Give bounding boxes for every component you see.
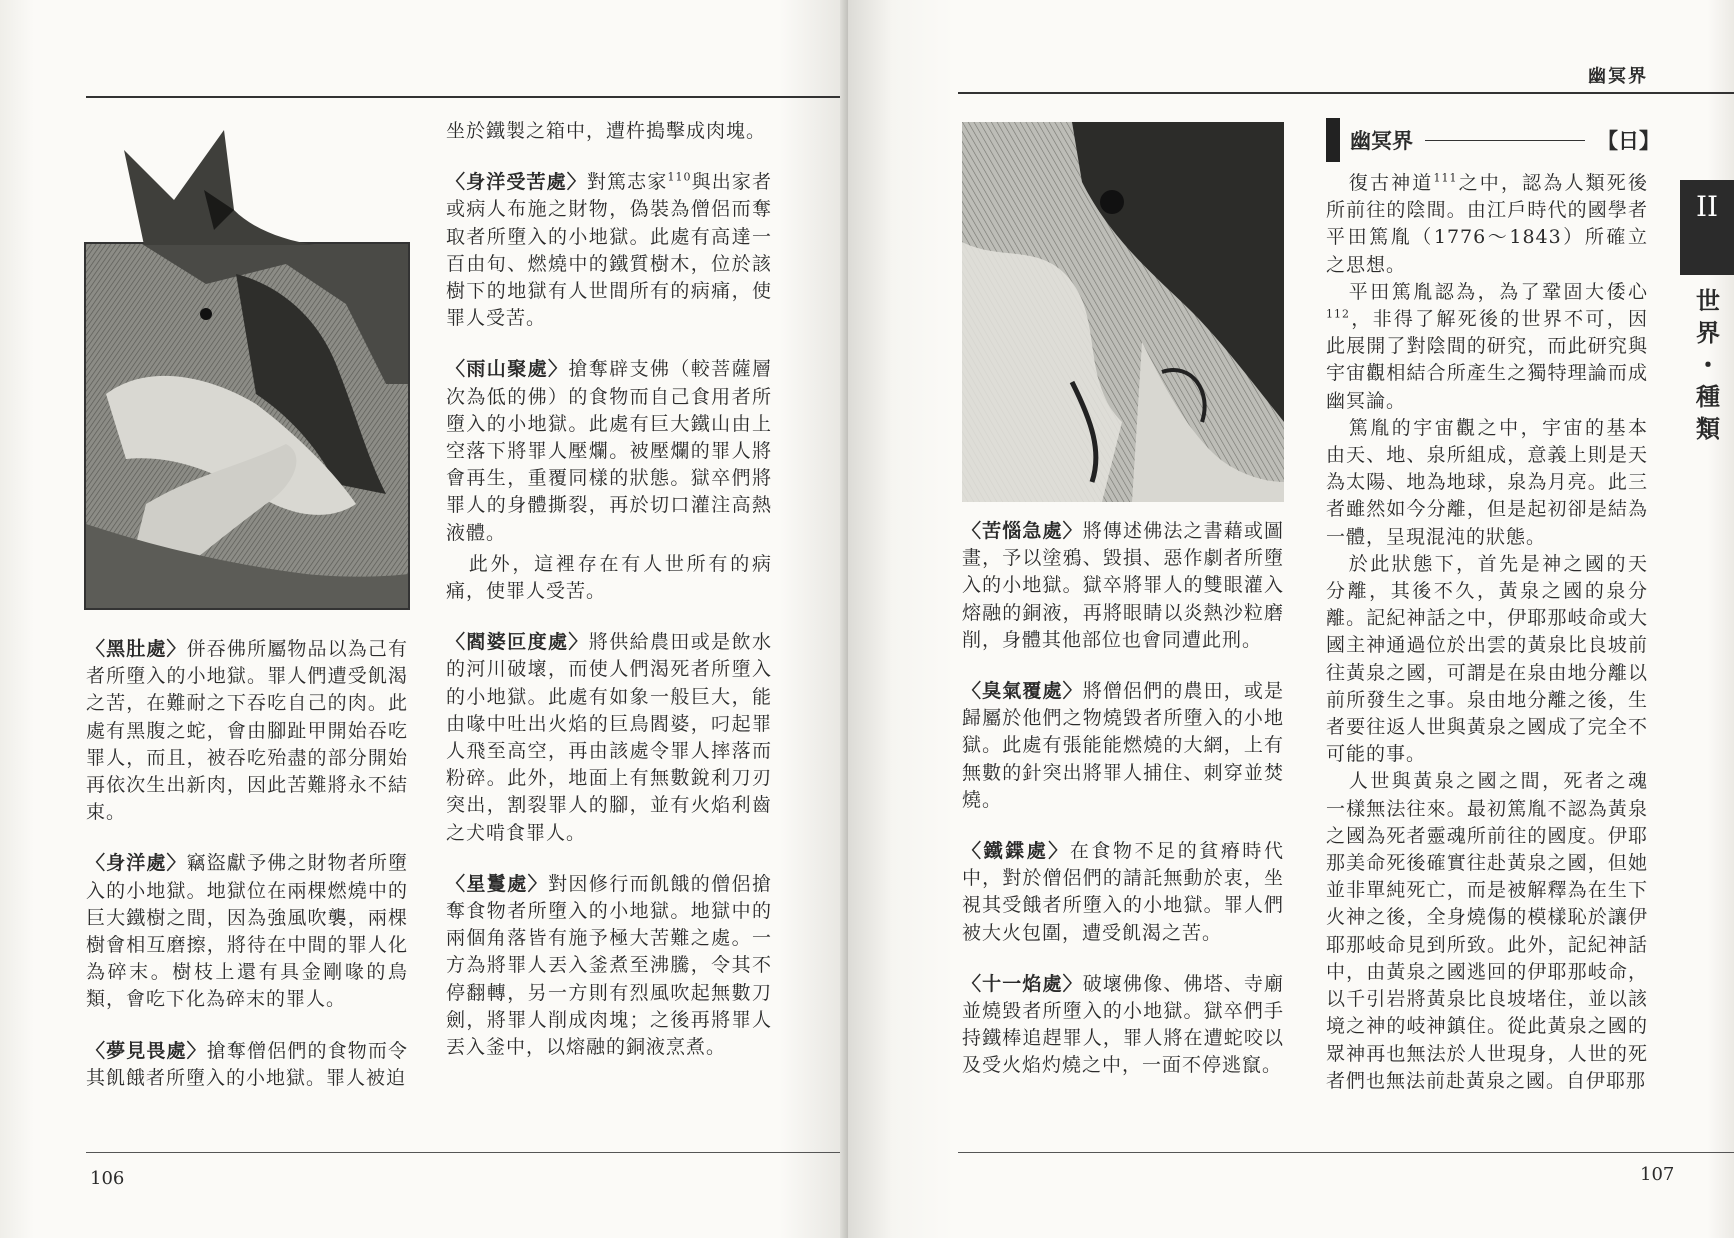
entry-heitu [86, 636, 408, 826]
left-column-2 [446, 118, 772, 1085]
demon-drawing [962, 122, 1284, 502]
entry-text: 將傳述佛法之書藉或圖畫，予以塗鴉、毀損、惡作劇者所墮入的小地獄。獄卒將罪人的雙眼灌入熔融的銅液，再將眼睛以炎熱沙粒磨削，身體其他部位也會同遭此刑。 [962, 520, 1284, 651]
entry-text: 將僧侶們的農田，或是歸屬於他們之物燒毀者所墮入的小地獄。此處有張能能燃燒的大網，上有無數的針突出將罪人捕住、刺穿並焚燒。 [962, 680, 1284, 811]
vertical-char: 世 [1696, 286, 1720, 315]
entry-term: 〈身洋受苦處〉 [446, 171, 587, 194]
entry-xingman [446, 871, 772, 1061]
footnote-ref: 112 [1326, 307, 1350, 321]
top-rule [958, 92, 1734, 94]
top-rule [86, 96, 846, 98]
page-number: 106 [90, 1168, 125, 1189]
entry-term: 〈閻婆叵度處〉 [446, 631, 589, 654]
entry-term: 〈十一焰處〉 [962, 972, 1083, 995]
entry-term: 〈苦惱急處〉 [962, 520, 1083, 542]
paragraph [1326, 170, 1648, 279]
entry-text: 竊盜獻予佛之財物者所墮入的小地獄。地獄位在兩棵燃燒中的巨大鐵樹之間，因為強風吹襲，兩棵樹會相互磨擦，將待在中間的罪人化為碎末。樹枝上還有具金剛喙的鳥類，會吃下化為碎末的罪人。 [86, 852, 408, 1011]
chapter-numeral: II [1695, 190, 1719, 223]
bottom-rule [86, 1152, 846, 1153]
section-tag: 【日】 [1597, 128, 1660, 153]
entry-text: 對因修行而飢餓的僧侶搶奪食物者所墮入的小地獄。地獄中的兩個角落皆有施予極大苦難之處。一方為將罪人丟入釜煮至沸騰，令其不停翻轉，另一方則有烈風吹起無數刀劍，將罪人削成肉塊；之後再將罪人丟入釜中，以熔融的銅液烹煮。 [446, 872, 772, 1059]
entry-text: 對篤志家 [586, 171, 668, 194]
paragraph: 於此狀態下，首先是神之國的天分離，其後不久，黃泉之國的泉分離。記紀神話之中，伊耶那岐命或大國主神通過位於出雲的黃泉比良坡前往黃泉之國，可謂是在泉由地分離以前所發生之事。泉由地分離之後，生者要往返人世與黃泉之國成了完全不可能的事。 [1326, 552, 1648, 766]
footnote-ref: 111 [1433, 171, 1458, 185]
page-number: 107 [1640, 1164, 1675, 1185]
section-marker [1326, 118, 1340, 162]
wolf-illustration [84, 242, 410, 610]
bottom-rule [958, 1152, 1734, 1153]
paragraph-addendum [446, 551, 772, 605]
entry-term: 〈雨山聚處〉 [446, 358, 569, 381]
entry-yanpopodu [446, 629, 772, 847]
section-heading [1326, 118, 1660, 162]
entry-text: 破壞佛像、佛塔、寺廟並燒毀者所墮入的小地獄。獄卒們手持鐵棒追趕罪人，罪人將在遭蛇咬以及受火焰灼燒之中，一面不停逃竄。 [962, 972, 1284, 1077]
chapter-tab [1680, 180, 1734, 275]
vertical-char: 種 [1696, 382, 1720, 411]
right-column-2 [1326, 170, 1648, 1095]
wolf-drawing [86, 244, 408, 608]
wolf-head-overflow [84, 130, 406, 245]
entry-text: 將供給農田或是飲水的河川破壞，而使人們渴死者所墮入的小地獄。此處有如象一般巨大，能由喙中吐出火焰的巨鳥閻婆，叼起罪人飛至高空，再由該處令罪人摔落而粉碎。此外，地面上有無數銳利刀刃突出，割裂罪人的腳，並有火焰利齒之犬啃食罪人。 [446, 631, 772, 844]
entry-kunaoji [962, 518, 1284, 654]
right-page [848, 0, 1734, 1238]
para-text: 之中，認為人類死後所前往的陰間。由江戶時代的國學者平田篤胤（1776～1843）所確立之思想。 [1326, 172, 1648, 276]
entry-shenyangshouku [446, 169, 772, 332]
running-head: 幽冥界 [1588, 66, 1648, 87]
entry-shiyiyan [962, 971, 1284, 1080]
entry-term: 〈夢見畏處〉 [86, 1039, 207, 1062]
entry-text: 在食物不足的貧瘠時代中，對於僧侶們的請託無動於衷，坐視其受餓者所墮入的小地獄。罪人們被大火包圍，遭受飢渴之苦。 [962, 840, 1284, 944]
vertical-char: 類 [1696, 414, 1720, 443]
entry-term: 〈鐵鍱處〉 [962, 840, 1070, 863]
entry-text: 搶奪辟支佛（較菩薩層次為低的佛）的食物而自己食用者所墮入的小地獄。此處有巨大鐵山由上空落下將罪人壓爛。被壓爛的罪人將會再生，重覆同樣的狀態。獄卒們將罪人的身體撕裂，再於切口灌注高熱液體。 [446, 358, 772, 544]
paragraph: 篤胤的宇宙觀之中，宇宙的基本由天、地、泉所組成，意義上則是天為太陽、地為地球，泉為月亮。此三者雖然如今分離，但是起初卻是結為一體，呈現混沌的狀態。 [1326, 416, 1648, 548]
demon-illustration [962, 122, 1284, 502]
entry-term: 〈黑肚處〉 [86, 638, 187, 660]
vertical-char: 界 [1696, 318, 1720, 347]
para-text: 復古神道 [1348, 172, 1434, 194]
left-page [0, 0, 848, 1238]
entry-term: 〈臭氣覆處〉 [962, 680, 1083, 703]
footnote-ref: 110 [667, 170, 692, 184]
paragraph [1326, 279, 1648, 415]
chapter-vertical-label [1688, 285, 1728, 445]
entry-mengjianwei [86, 1038, 408, 1092]
para-text: 平田篤胤認為，為了鞏固大倭心 [1348, 280, 1648, 303]
right-column-1 [962, 518, 1284, 1104]
entry-term: 〈身洋處〉 [86, 852, 187, 875]
entry-term: 〈星鬘處〉 [446, 872, 548, 895]
entry-shenyang [86, 850, 408, 1013]
entry-chouqifu [962, 678, 1284, 814]
section-leader-line [1425, 140, 1585, 141]
vertical-char: ・ [1696, 350, 1720, 379]
entry-text: 併吞佛所屬物品以為己有者所墮入的小地獄。罪人們遭受飢渴之苦，在難耐之下吞吃自己的肉。此處有黑腹之蛇，會由腳趾甲開始吞吃罪人，而且，被吞吃殆盡的部分開始再依次生出新肉，因此苦難將永不結束。 [86, 638, 408, 824]
entry-text: 此外，這裡存在有人世所有的病痛，使罪人受苦。 [446, 552, 772, 603]
paragraph: 人世與黃泉之國之間，死者之魂一樣無法往來。最初篤胤不認為黃泉之國為死者靈魂所前往的國度。伊耶那美命死後確實往赴黃泉之國，但她並非單純死亡，而是被解釋為在生下火神之後，全身燒傷的模樣恥於讓伊耶那岐命見到所致。此外，記紀神話中，由黃泉之國逃回的伊耶那岐命，以千引岩將黃泉比良坡堵住，並以該境之神的岐神鎮住。從此黃泉之國的眾神再也無法於人世現身，人世的死者們也無法前赴黃泉之國。自伊耶那 [1326, 770, 1648, 1092]
left-column-1 [86, 636, 408, 1116]
entry-text: 搶奪僧侶們的食物而令其飢餓者所墮入的小地獄。罪人被迫 [86, 1039, 408, 1089]
continuation-text: 坐於鐵製之箱中，遭杵搗擊成肉塊。 [446, 120, 767, 142]
para-text: ，非得了解死後的世界不可，因此展開了對陰間的研究，而此研究與宇宙觀相結合所產生之獨特理論而成幽冥論。 [1326, 308, 1648, 412]
entry-tieye [962, 838, 1284, 947]
section-title: 幽冥界 [1350, 128, 1413, 153]
entry-yushanju [446, 356, 772, 546]
entry-text: 與出家者或病人布施之財物，偽裝為僧侶而奪取者所墮入的小地獄。此處有高達一百由旬、燃燒中的鐵質樹木，位於該樹下的地獄有人世間所有的病痛，使罪人受苦。 [446, 171, 772, 330]
